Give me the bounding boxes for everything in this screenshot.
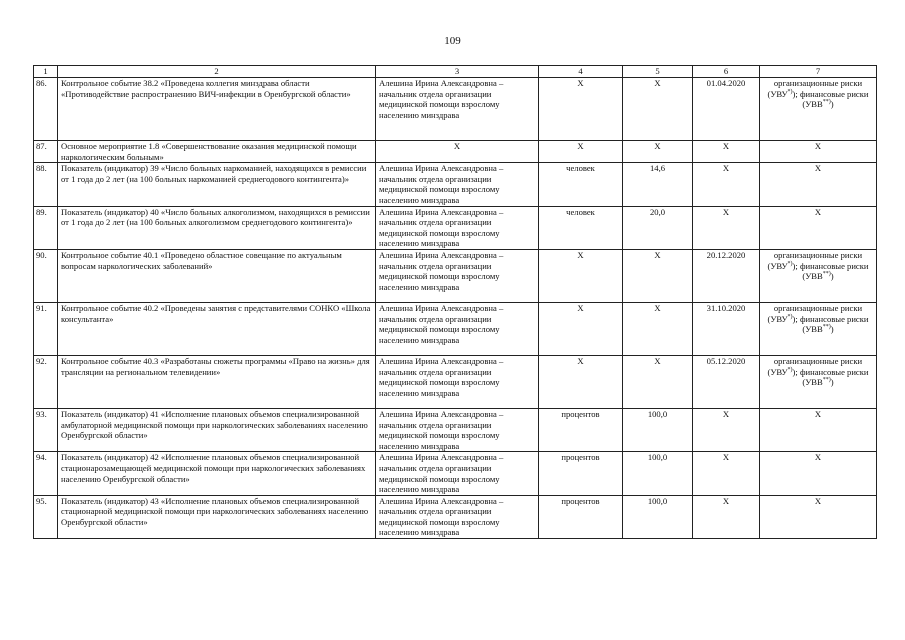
table-row (34, 495, 877, 538)
risk-text: ) (830, 271, 834, 282)
risk-text: ) (830, 99, 834, 110)
date-cell: 01.04.2020 (693, 78, 760, 141)
risk-cell (760, 355, 877, 408)
event-description: Показатель (индикатор) 43 «Исполнение плановых объемов специализированной стационарной медицинской помощи при наркологических заболеваниях населению Оренбургской области» (58, 495, 376, 538)
value-cell: 100,0 (623, 452, 693, 495)
risk-cell: Х (760, 163, 877, 206)
row-number: 92. (34, 355, 58, 408)
table-row (34, 355, 877, 408)
risk-text: ) (830, 324, 834, 335)
column-header: 1 (34, 66, 58, 78)
unit-cell: человек (539, 206, 623, 249)
date-cell: 31.10.2020 (693, 302, 760, 355)
responsible-person: Х (376, 141, 539, 163)
event-description: Основное мероприятие 1.8 «Совершенствование оказания медицинской помощи наркологическим больным» (58, 141, 376, 163)
event-description: Контрольное событие 40.3 «Разработаны сюжеты программы «Право на жизнь» для трансляции на региональном телевидении» (58, 355, 376, 408)
column-header: 4 (539, 66, 623, 78)
event-description: Контрольное событие 40.1 «Проведено областное совещание по актуальным вопросам наркологических заболеваний» (58, 249, 376, 302)
table-row (34, 302, 877, 355)
date-cell: Х (693, 163, 760, 206)
table-row (34, 141, 877, 163)
responsible-person: Алешина Ирина Александровна – начальник отдела организации медицинской помощи взрослому населению минздрава (376, 408, 539, 451)
event-description: Контрольное событие 40.2 «Проведены занятия с представителями СОНКО «Школа консультанта» (58, 302, 376, 355)
risk-text: *) (787, 313, 793, 320)
unit-cell: Х (539, 249, 623, 302)
table-row (34, 452, 877, 495)
value-cell: Х (623, 302, 693, 355)
page-number: 109 (444, 35, 461, 47)
responsible-person: Алешина Ирина Александровна – начальник отдела организации медицинской помощи взрослому населению минздрава (376, 355, 539, 408)
risk-cell: Х (760, 206, 877, 249)
responsible-person: Алешина Ирина Александровна – начальник отдела организации медицинской помощи взрослому населению минздрава (376, 163, 539, 206)
row-number: 93. (34, 408, 58, 451)
value-cell: Х (623, 249, 693, 302)
risk-cell: Х (760, 495, 877, 538)
risk-cell: Х (760, 141, 877, 163)
risk-cell: Х (760, 408, 877, 451)
column-header: 7 (760, 66, 877, 78)
value-cell: 100,0 (623, 408, 693, 451)
unit-cell: Х (539, 355, 623, 408)
event-description: Показатель (индикатор) 41 «Исполнение плановых объемов специализированной амбулаторной медицинской помощи при наркологических заболеваниях населению Оренбургской области» (58, 408, 376, 451)
responsible-person: Алешина Ирина Александровна – начальник отдела организации медицинской помощи взрослому населению минздрава (376, 78, 539, 141)
risk-cell (760, 78, 877, 141)
date-cell: Х (693, 495, 760, 538)
responsible-person: Алешина Ирина Александровна – начальник отдела организации медицинской помощи взрослому населению минздрава (376, 302, 539, 355)
risk-text: **) (822, 377, 831, 384)
risk-text: организационные риски (УВУ (767, 249, 863, 271)
risk-text: **) (822, 324, 831, 331)
responsible-person: Алешина Ирина Александровна – начальник отдела организации медицинской помощи взрослому населению минздрава (376, 206, 539, 249)
column-header: 2 (58, 66, 376, 78)
risk-text: организационные риски (УВУ (767, 78, 863, 99)
risk-text: ); финансовые риски (УВВ (792, 313, 869, 335)
row-number: 94. (34, 452, 58, 495)
event-description: Показатель (индикатор) 39 «Число больных наркоманией, находящихся в ремиссии от 1 года до 2 лет (на 100 больных наркоманией среднегодового контингента)» (58, 163, 376, 206)
unit-cell: процентов (539, 495, 623, 538)
event-description: Показатель (индикатор) 42 «Исполнение плановых объемов специализированной стационарозамещающей медицинской помощи при наркологических заболеваниях населению Оренбургской области» (58, 452, 376, 495)
risk-text: ); финансовые риски (УВВ (792, 260, 869, 282)
event-description: Показатель (индикатор) 40 «Число больных алкоголизмом, находящихся в ремиссии от 1 года до 2 лет (на 100 больных алкоголизмом среднегодового контингента)» (58, 206, 376, 249)
row-number: 86. (34, 78, 58, 141)
table-row (34, 78, 877, 141)
date-cell: 20.12.2020 (693, 249, 760, 302)
risk-cell (760, 302, 877, 355)
column-header: 5 (623, 66, 693, 78)
date-cell: 05.12.2020 (693, 355, 760, 408)
unit-cell: процентов (539, 408, 623, 451)
table-row (34, 408, 877, 451)
risk-text: *) (787, 366, 793, 373)
risk-cell (760, 249, 877, 302)
risk-text: **) (822, 99, 831, 106)
risk-text: ) (830, 377, 834, 388)
unit-cell: Х (539, 302, 623, 355)
row-number: 89. (34, 206, 58, 249)
risk-text: ); финансовые риски (УВВ (792, 88, 869, 110)
row-number: 90. (34, 249, 58, 302)
risk-text: **) (822, 271, 831, 278)
date-cell: Х (693, 408, 760, 451)
value-cell: 100,0 (623, 495, 693, 538)
unit-cell: процентов (539, 452, 623, 495)
row-number: 87. (34, 141, 58, 163)
row-number: 95. (34, 495, 58, 538)
value-cell: Х (623, 355, 693, 408)
unit-cell: Х (539, 78, 623, 141)
value-cell: Х (623, 141, 693, 163)
responsible-person: Алешина Ирина Александровна – начальник отдела организации медицинской помощи взрослому населению минздрава (376, 249, 539, 302)
column-header: 6 (693, 66, 760, 78)
row-number: 88. (34, 163, 58, 206)
unit-cell: Х (539, 141, 623, 163)
responsible-person: Алешина Ирина Александровна – начальник отдела организации медицинской помощи взрослому населению минздрава (376, 452, 539, 495)
risk-cell: Х (760, 452, 877, 495)
risk-text: *) (787, 260, 793, 267)
header-row (34, 66, 877, 78)
row-number: 91. (34, 302, 58, 355)
risk-text: ); финансовые риски (УВВ (792, 366, 869, 388)
value-cell: 14,6 (623, 163, 693, 206)
column-header: 3 (376, 66, 539, 78)
table-row (34, 163, 877, 206)
risk-text: организационные риски (УВУ (767, 302, 863, 324)
event-description: Контрольное событие 38.2 «Проведена коллегия минздрава области «Противодействие распространению ВИЧ-инфекции в Оренбургской области» (58, 78, 376, 141)
table-row (34, 206, 877, 249)
responsible-person: Алешина Ирина Александровна – начальник отдела организации медицинской помощи взрослому населению минздрава (376, 495, 539, 538)
date-cell: Х (693, 206, 760, 249)
date-cell: Х (693, 141, 760, 163)
unit-cell: человек (539, 163, 623, 206)
plan-table (33, 65, 877, 539)
table-row (34, 249, 877, 302)
risk-text: *) (787, 88, 793, 95)
value-cell: Х (623, 78, 693, 141)
value-cell: 20,0 (623, 206, 693, 249)
date-cell: Х (693, 452, 760, 495)
risk-text: организационные риски (УВУ (767, 355, 863, 377)
